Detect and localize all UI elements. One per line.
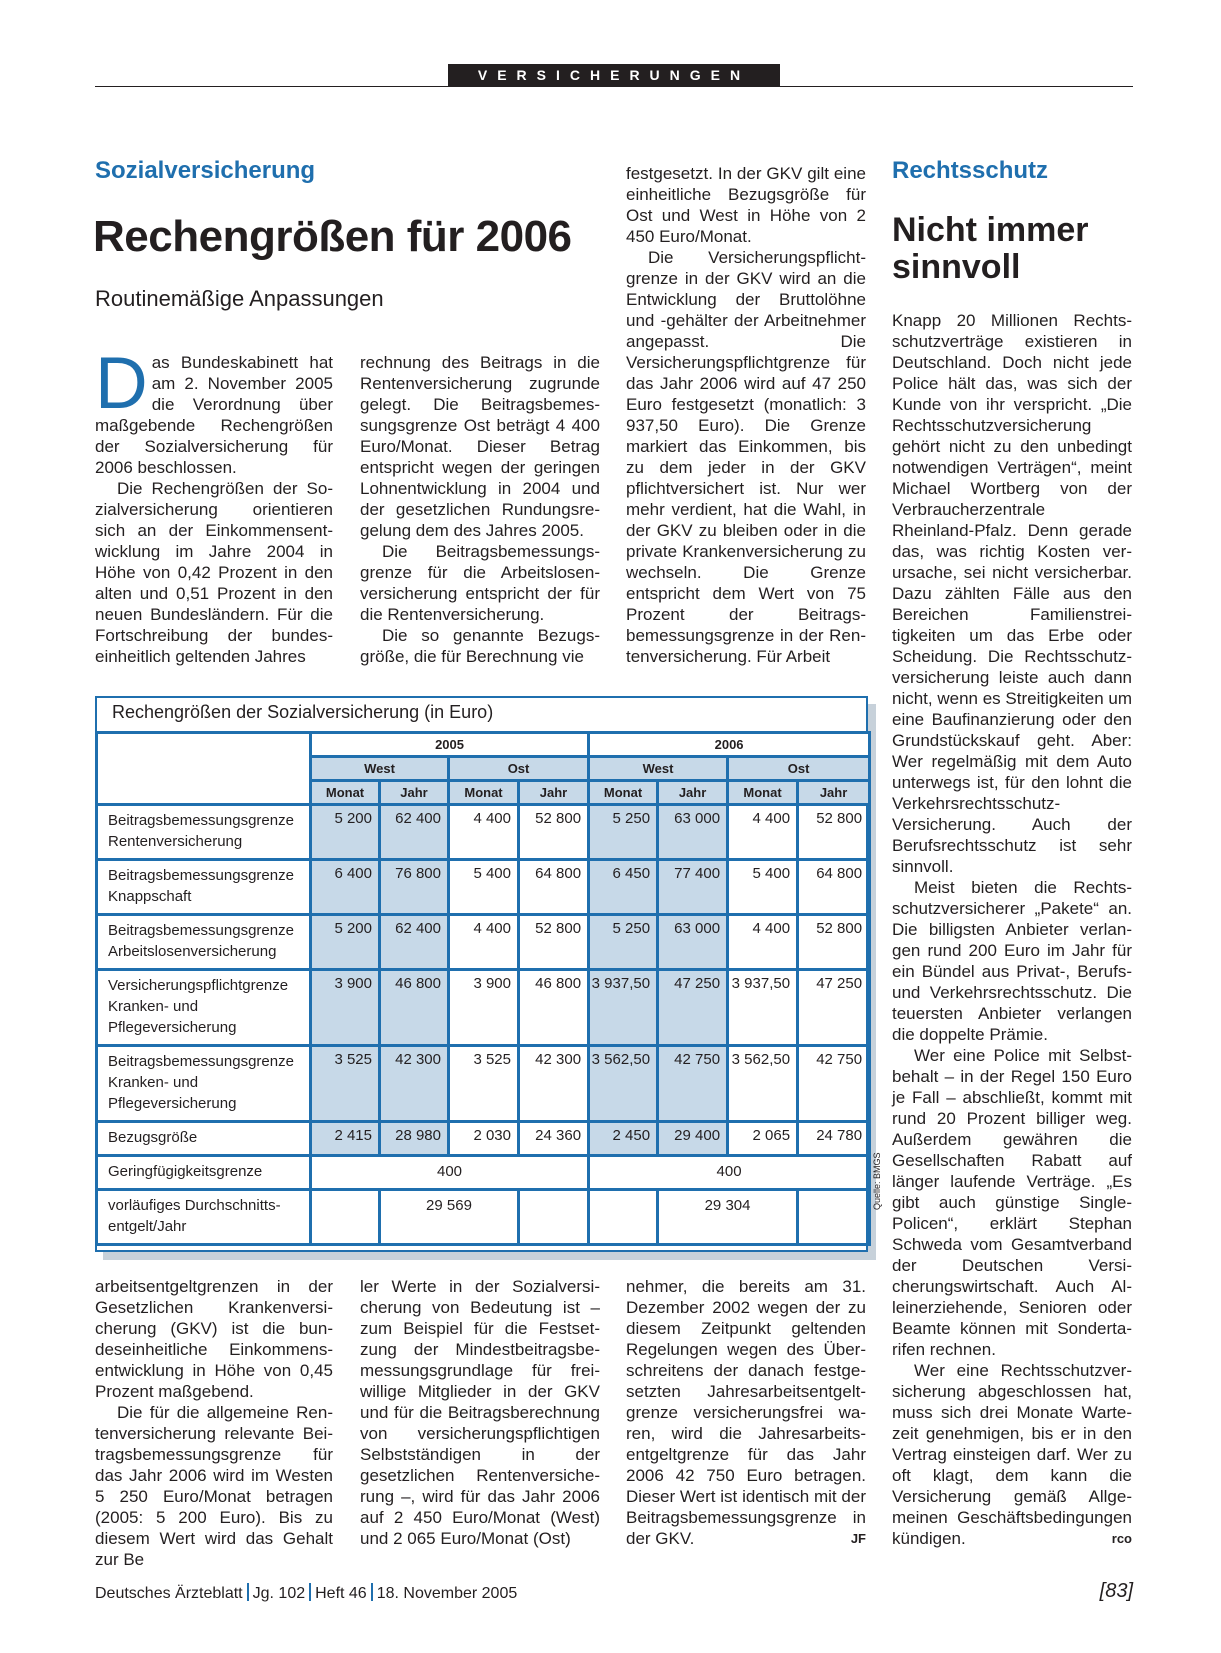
article2-kicker: Rechtsschutz [892, 157, 1049, 184]
paragraph [95, 343, 333, 478]
table-cell: 3 937,50 [728, 970, 798, 1046]
journal-issue: Heft 46 [315, 1585, 367, 1602]
table-cell: 29 569 [380, 1190, 519, 1245]
journal-volume: Jg. 102 [252, 1585, 306, 1602]
table-cell: 3 525 [449, 1046, 519, 1122]
table-cell: 64 800 [519, 860, 589, 915]
article1-kicker: Sozialversicherung [95, 157, 316, 184]
paragraph: Die Rechengrößen der Sozialversicherung orientieren sich an der Einkommensentwicklung im Jahre 2004 in Höhe von 0,42 Prozent in den alten und 0,51 Prozent in den neuen Bundesländern. Für die Fortschreibung der bundeseinheitlich geltenden Jahres [95, 479, 333, 666]
table-cell: 5 400 [728, 860, 798, 915]
article1-headline: Rechengrößen für 2006 [93, 212, 572, 261]
row-label: Beitragsbemessungsgrenze Rentenversicherung [97, 805, 311, 860]
period-header: Monat [311, 781, 380, 805]
table-row [97, 915, 870, 970]
footer-separator [309, 1583, 311, 1601]
paragraph-text: as Bundeskabinett hat am 2. November 2005 die Verordnung über maßgebende Rechengrößen der Sozialversicherung für 2006 beschlossen. [95, 353, 333, 477]
paragraph: Knapp 20 Millionen Rechtsschutzverträge existieren in Deutschland. Doch nicht jede Police hält das, was sich der Kunde von ihr verspricht. „Die Rechtsschutzversicherung gehört nicht zu den unbedingt notwendigen Verträgen“, meint Michael Wortberg von der Verbraucherzentrale Rheinland-Pfalz. Denn gerade das, was richtig Kosten verursache, sei nicht versicherbar. Dazu zählten Fälle aus den Bereichen Familienstreitigkeiten um das Erbe oder Scheidung. Die Rechtsschutzversicherung leiste auch dann nicht, wenn es Streitigkeiten um eine Baufinanzierung oder den Grundstückskauf geht. Aber: Wer regelmäßig mit dem Auto unterwegs ist, für den lohnt die Verkehrsrechtsschutz-Versicherung. Auch der Berufsrechtsschutz ist sehr sinnvoll. [892, 311, 1133, 876]
table-cell: 42 750 [658, 1046, 728, 1122]
row-label: Geringfügigkeitsgrenze [97, 1156, 311, 1190]
paragraph: Meist bieten die Rechtsschutzversicherer „Pakete“ an. Die billigsten Anbieter verlangen rund 200 Euro im Jahr für ein Bündel aus Privat-, Berufs- und Verkehrsrechtsschutz. Die teuersten Anbieter verlangen die doppelte Prämie. [892, 878, 1132, 1044]
table-cell: 2 415 [311, 1122, 380, 1156]
journal-date: 18. November 2005 [376, 1585, 518, 1602]
table-cell: 6 400 [311, 860, 380, 915]
table-cell: 400 [311, 1156, 589, 1190]
article1-column-3 [626, 163, 866, 667]
footer [95, 1583, 517, 1603]
table-cell: 28 980 [380, 1122, 449, 1156]
table-row [97, 1190, 870, 1245]
author-signature: rco [1111, 1531, 1132, 1546]
year-header: 2006 [589, 733, 870, 757]
page-number: [83] [1099, 1580, 1133, 1602]
table-row [97, 1122, 870, 1156]
rechengroessen-table [95, 731, 868, 1246]
paragraph-text: nehmer, die bereits am 31. Dezember 2002 wegen der zu diesem Zeitpunkt geltenden Regelungen wegen des Überschreitens der danach festgesetzten Jahresarbeitsentgeltgrenze versicherungsfrei waren, wird die Jahresarbeitsentgeltgrenze für das Jahr 2006 42 750 Euro betragen. Dieser Wert ist identisch mit der Beitragsbemessungsgrenze in der GKV. [626, 1277, 866, 1548]
table-cell [519, 1190, 589, 1245]
year-header: 2005 [311, 733, 589, 757]
paragraph: arbeitsentgeltgrenzen in der Gesetzlichen Krankenversicherung (GKV) ist die bundeseinheitliche Einkommensentwicklung in Höhe von 0,45 Prozent maßgebend. [95, 1277, 333, 1401]
footer-separator [371, 1583, 373, 1601]
table-cell: 3 562,50 [728, 1046, 798, 1122]
period-header: Jahr [519, 781, 589, 805]
period-header: Monat [728, 781, 798, 805]
table-cell: 42 300 [380, 1046, 449, 1122]
table-row [97, 805, 870, 860]
table-cell: 3 525 [311, 1046, 380, 1122]
table-cell [798, 1190, 870, 1245]
table-cell: 62 400 [380, 915, 449, 970]
paragraph: rechnung des Beitrags in die Rentenversicherung zugrunde gelegt. Die Beitragsbemessungsgrenze Ost beträgt 4 400 Euro/Monat. Dieser Betrag entspricht wegen der geringen Lohnentwicklung in 2004 und der gesetzlichen Rundungsregelung dem des Jahres 2005. [360, 353, 600, 540]
region-header: Ost [728, 757, 870, 781]
period-header: Jahr [658, 781, 728, 805]
table-cell: 4 400 [728, 915, 798, 970]
table-cell: 4 400 [728, 805, 798, 860]
article2-column [892, 310, 1132, 1549]
period-header: Monat [449, 781, 519, 805]
paragraph: Die Versicherungspflichtgrenze in der GKV wird an die Entwicklung der Bruttolöhne und -gehälter der Arbeitnehmer angepasst. Die Versicherungspflichtgrenze für das Jahr 2006 wird auf 47 250 Euro festgesetzt (monatlich: 3 937,50 Euro). Die Grenze markiert das Einkommen, bis zu dem jeder in der GKV pflichtversichert ist. Nur wer mehr verdient, hat die Wahl, in der GKV zu bleiben oder in die private Krankenversicherung zu wechseln. Die Grenze entspricht dem Wert von 75 Prozent der Beitragsbemessungsgrenze in der Rentenversicherung. Für Arbeit [626, 248, 866, 666]
article1-column-6 [626, 1276, 866, 1549]
period-header: Jahr [380, 781, 449, 805]
table-cell: 52 800 [519, 915, 589, 970]
period-header: Monat [589, 781, 658, 805]
table-row [97, 1156, 870, 1190]
table-row [97, 860, 870, 915]
table-cell: 3 937,50 [589, 970, 658, 1046]
table-cell: 5 400 [449, 860, 519, 915]
table-row [97, 970, 870, 1046]
paragraph: festgesetzt. In der GKV gilt eine einheitliche Bezugsgröße für Ost und West in Höhe von 2 450 Euro/Monat. [626, 164, 866, 246]
article1-column-5 [360, 1276, 600, 1549]
table-source: Quelle: BMGS [872, 1152, 882, 1210]
table-cell: 29 400 [658, 1122, 728, 1156]
table-cell: 24 360 [519, 1122, 589, 1156]
table-cell: 76 800 [380, 860, 449, 915]
article1-subhead: Routinemäßige Anpassungen [95, 286, 384, 311]
region-header: West [589, 757, 728, 781]
table-cell: 6 450 [589, 860, 658, 915]
section-label: VERSICHERUNGEN [448, 64, 780, 86]
region-header: Ost [449, 757, 589, 781]
headline-line: Nicht immer [892, 211, 1089, 249]
table-cell: 5 250 [589, 915, 658, 970]
table-cell: 52 800 [798, 915, 870, 970]
table-cell: 4 400 [449, 805, 519, 860]
table-cell: 77 400 [658, 860, 728, 915]
table-cell: 42 750 [798, 1046, 870, 1122]
paragraph: Die so genannte Bezugsgröße, die für Berechnung vie [360, 626, 600, 666]
table-cell [589, 1190, 658, 1245]
article1-column-4 [95, 1276, 333, 1570]
table-cell: 5 200 [311, 805, 380, 860]
region-header: West [311, 757, 449, 781]
row-label: Bezugsgröße [97, 1122, 311, 1156]
paragraph-text: Wer eine Rechtsschutzversicherung abgeschlossen hat, muss sich drei Monate Wartezeit genehmigen, bis er in den Vertrag einsteigen darf. Wer zu oft klagt, dem kann die Versicherung gemäß Allgemeinen Geschäftsbedingungen kündigen. [892, 1361, 1132, 1548]
table-cell: 47 250 [658, 970, 728, 1046]
table-cell: 5 200 [311, 915, 380, 970]
table-cell: 63 000 [658, 805, 728, 860]
journal-name: Deutsches Ärzteblatt [95, 1585, 243, 1602]
row-label: Beitragsbemessungsgrenze Arbeitslosenversicherung [97, 915, 311, 970]
table-cell: 2 030 [449, 1122, 519, 1156]
drop-cap: D [95, 343, 148, 424]
table-corner [97, 733, 311, 805]
headline-line: sinnvoll [892, 248, 1021, 286]
article1-column-2 [360, 352, 600, 667]
table-cell: 400 [589, 1156, 870, 1190]
footer-separator [247, 1583, 249, 1601]
table-cell: 3 900 [449, 970, 519, 1046]
table-cell: 2 065 [728, 1122, 798, 1156]
paragraph: Die Beitragsbemessungsgrenze für die Arbeitslosenversicherung entspricht der für die Rentenversicherung. [360, 542, 600, 624]
author-signature: JF [850, 1531, 866, 1546]
table-cell: 64 800 [798, 860, 870, 915]
table-cell [311, 1190, 380, 1245]
table-cell: 46 800 [380, 970, 449, 1046]
header-rule [95, 86, 1133, 87]
table-cell: 46 800 [519, 970, 589, 1046]
article2-headline [892, 212, 1089, 286]
table-cell: 62 400 [380, 805, 449, 860]
row-label: Beitragsbemessungsgrenze Knappschaft [97, 860, 311, 915]
table-cell: 4 400 [449, 915, 519, 970]
table-cell: 24 780 [798, 1122, 870, 1156]
paragraph: Die für die allgemeine Rentenversicherung relevante Beitragsbemessungsgrenze für das Jahr 2006 wird im Westen 5 250 Euro/Monat betragen (2005: 5 200 Euro). Bis zu diesem Wert wird das Gehalt zur Be [95, 1403, 333, 1569]
paragraph: ler Werte in der Sozialversicherung von Bedeutung ist – zum Beispiel für die Festsetzung der Mindestbeitragsbemessungsgrundlage für freiwillige Mitglieder in der GKV und für die Beitragsberechnung von versicherungspflichtigen Selbstständigen in der gesetzlichen Rentenversicherung –, wird für das Jahr 2006 auf 2 450 Euro/Monat (West) und 2 065 Euro/Monat (Ost) [360, 1277, 600, 1548]
table-cell: 52 800 [798, 805, 870, 860]
table-row [97, 1046, 870, 1122]
table-cell: 2 450 [589, 1122, 658, 1156]
table-cell: 3 562,50 [589, 1046, 658, 1122]
table-cell: 63 000 [658, 915, 728, 970]
article1-column-1 [95, 343, 333, 667]
paragraph [626, 1276, 866, 1549]
paragraph [892, 1360, 1132, 1549]
paragraph: Wer eine Police mit Selbstbehalt – in der Regel 150 Euro je Fall – abschließt, kommt mit rund 20 Prozent billiger weg. Außerdem gewähren die Gesellschaften Rabatt auf länger laufende Verträge. „Es gibt auch günstige Single-Policen“, erklärt Stephan Schweda vom Gesamtverband der Deutschen Versicherungswirtschaft. Auch Alleinerziehende, Senioren oder Beamte können mit Sondertarifen rechnen. [892, 1046, 1132, 1359]
period-header: Jahr [798, 781, 870, 805]
row-label: Versicherungspflichtgrenze Kranken- und Pflegeversicherung [97, 970, 311, 1046]
table-cell: 29 304 [658, 1190, 798, 1245]
row-label: vorläufiges Durchschnittsentgelt/Jahr [97, 1190, 311, 1245]
table-cell: 5 250 [589, 805, 658, 860]
table-cell: 47 250 [798, 970, 870, 1046]
table-title: Rechengrößen der Sozialversicherung (in Euro) [112, 702, 494, 722]
row-label: Beitragsbemessungsgrenze Kranken- und Pflegeversicherung [97, 1046, 311, 1122]
table-cell: 52 800 [519, 805, 589, 860]
table-cell: 3 900 [311, 970, 380, 1046]
table-cell: 42 300 [519, 1046, 589, 1122]
